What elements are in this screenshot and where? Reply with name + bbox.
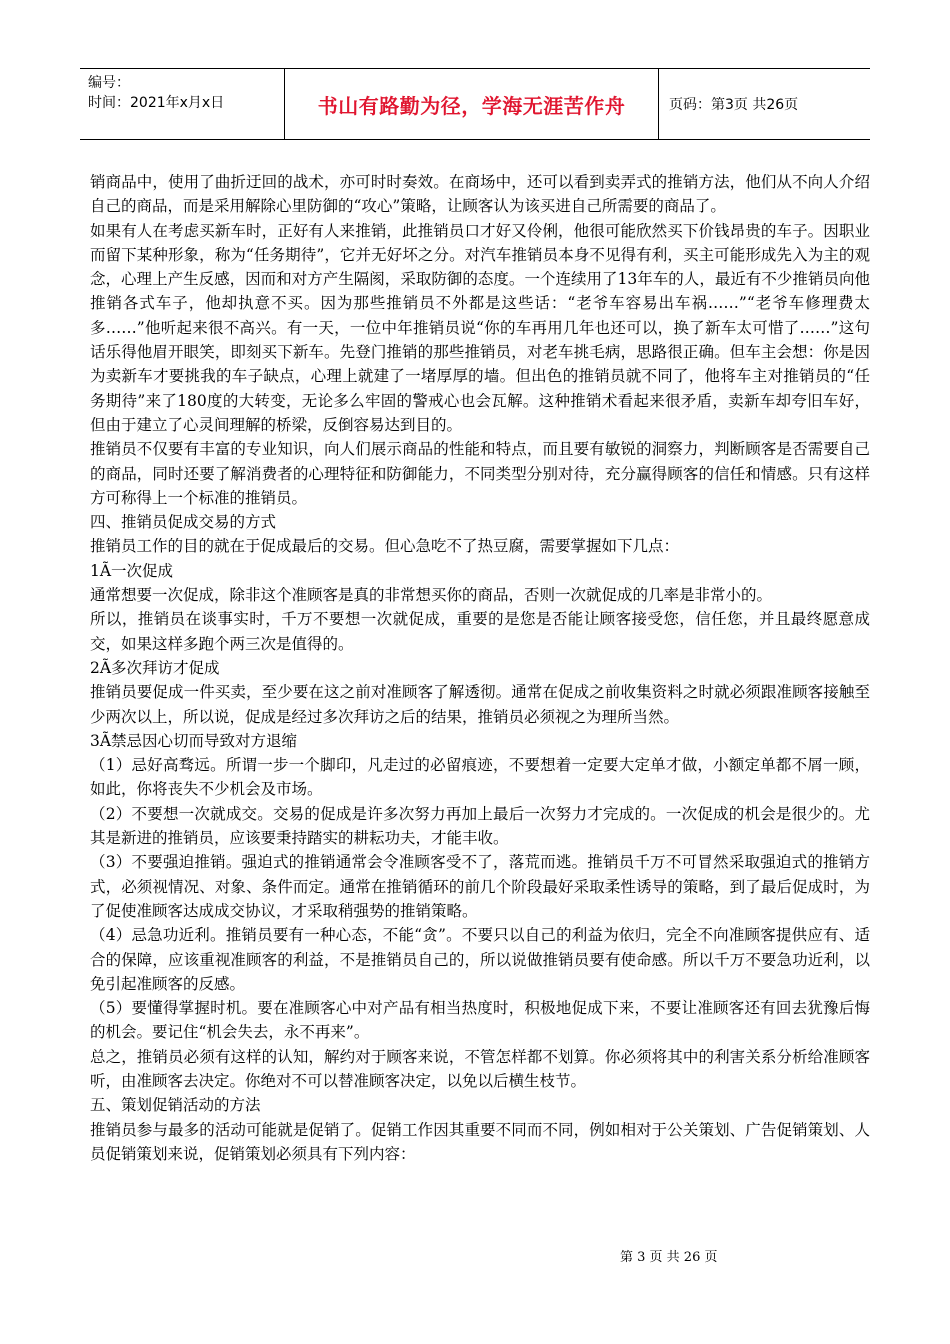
paragraph: 所以，推销员在谈事实时，千万不要想一次就促成，重要的是您是否能让顾客接受您，信任您，并且最终愿意成交，如果这样多跑个两三次是值得的。 [90, 610, 870, 653]
paragraph: 推销员工作的目的就在于促成最后的交易。但心急吃不了热豆腐，需要掌握如下几点： [90, 537, 680, 556]
document-number-label: 编号： [88, 75, 130, 91]
list-item: （4）忌急功近利。推销员要有一种心态，不能“贪”。不要只以自己的利益为依归，完全不向准顾客提供应有、适合的保障，应该重视准顾客的利益，不是推销员自己的，所以说做推销员要有使命感。所以千万不要急功近利，以免引起准顾客的反感。 [90, 926, 870, 993]
list-item: （5）要懂得掌握时机。要在准顾客心中对产品有相当热度时，积极地促成下来，不要让准顾客还有回去犹豫后悔的机会。要记住“机会失去，永不再来”。 [90, 999, 870, 1042]
paragraph: 通常想要一次促成，除非这个准顾客是真的非常想买你的商品，否则一次就促成的几率是非常小的。 [90, 586, 773, 605]
list-item: （2）不要想一次就成交。交易的促成是许多次努力再加上最后一次努力才完成的。一次促成的机会是很少的。尤其是新进的推销员，应该要秉持踏实的耕耘功夫，才能丰收。 [90, 804, 870, 848]
list-item: （1）忌好高骛远。所谓一步一个脚印，凡走过的必留痕迹，不要想着一定要大定单才做，小额定单都不屑一顾，如此，你将丧失不少机会及市场。 [90, 756, 870, 799]
header-meta [80, 69, 285, 139]
section-heading: 五、策划促销活动的方法 [90, 1096, 261, 1115]
header-motto-cell [285, 69, 659, 139]
page-footer: 第 3 页 共 26 页 [620, 1250, 718, 1265]
document-body [90, 170, 870, 1166]
paragraph: 推销员不仅要有丰富的专业知识，向人们展示商品的性能和特点，而且要有敏锐的洞察力，判断顾客是否需要自己的商品，同时还要了解消费者的心理特征和防御能力，不同类型分别对待，充分赢得顾客的信任和情感。只有这样方可称得上一个标准的推销员。 [90, 440, 870, 507]
header-motto: 书山有路勤为径，学海无涯苦作舟 [317, 93, 626, 118]
subsection-heading: 2Ã多次拜访才促成 [90, 658, 220, 677]
section-heading: 四、推销员促成交易的方式 [90, 513, 277, 532]
paragraph: 推销员参与最多的活动可能就是促销了。促销工作因其重要不同而不同，例如相对于公关策划、广告促销策划、人员促销策划来说，促销策划必须具有下列内容： [90, 1120, 870, 1163]
paragraph: 推销员要促成一件买卖，至少要在这之前对准顾客了解透彻。通常在促成之前收集资料之时就必须跟准顾客接触至少两次以上，所以说，促成是经过多次拜访之后的结果，推销员必须视之为理所当然。 [90, 683, 870, 726]
page-header [80, 68, 870, 140]
paragraph: 如果有人在考虑买新车时，正好有人来推销，此推销员口才好又伶俐，他很可能欣然买下价钱昂贵的车子。因职业而留下某种形象，称为“任务期待”，它并无好坏之分。对汽车推销员本身不见得有利，买主可能形成先入为主的观念，心理上产生反感，因而和对方产生隔阂，采取防御的态度。一个连续用了13年车的人，最近有不少推销员向他推销各式车子，他却执意不买。因为那些推销员不外都是这些话：“老爷车容易出车祸……”“老爷车修理费太多……”他听起来很不高兴。有一天，一位中年推销员说“你的车再用几年也还可以，换了新车太可惜了……”这句话乐得他眉开眼笑，即刻买下新车。先登门推销的那些推销员，对老车挑毛病，思路很正确。但车主会想：你是因为卖新车才要挑我的车子缺点，心理上就建了一堵厚厚的墙。但出色的推销员就不同了，他将车主对推销员的“任务期待”来了180度的大转变，无论多么牢固的警戒心也会瓦解。这种推销术看起来很矛盾，卖新车却夸旧车好，但由于建立了心灵间理解的桥梁，反倒容易达到目的。 [90, 221, 870, 434]
header-page-info: 页码：第3页 共26页 [669, 97, 799, 113]
document-date: 时间：2021年x月x日 [88, 95, 225, 111]
subsection-heading: 1Ã一次促成 [90, 561, 174, 580]
paragraph: 销商品中，使用了曲折迂回的战术，亦可时时奏效。在商场中，还可以看到卖弄式的推销方法，他们从不向人介绍自己的商品，而是采用解除心里防御的“攻心”策略，让顾客认为该买进自己所需要的商品了。 [90, 173, 870, 216]
list-item: （3）不要强迫推销。强迫式的推销通常会令准顾客受不了，落荒而逃。推销员千万不可冒然采取强迫式的推销方式，必须视情况、对象、条件而定。通常在推销循环的前几个阶段最好采取柔性诱导的策略，到了最后促成时，为了促使准顾客达成成交协议，才采取稍强势的推销策略。 [90, 853, 870, 920]
paragraph: 总之，推销员必须有这样的认知，解约对于顾客来说，不管怎样都不划算。你必须将其中的利害关系分析给准顾客听，由准顾客去决定。你绝对不可以替准顾客决定，以免以后横生枝节。 [90, 1047, 870, 1090]
subsection-heading: 3Ã禁忌因心切而导致对方退缩 [90, 731, 298, 750]
